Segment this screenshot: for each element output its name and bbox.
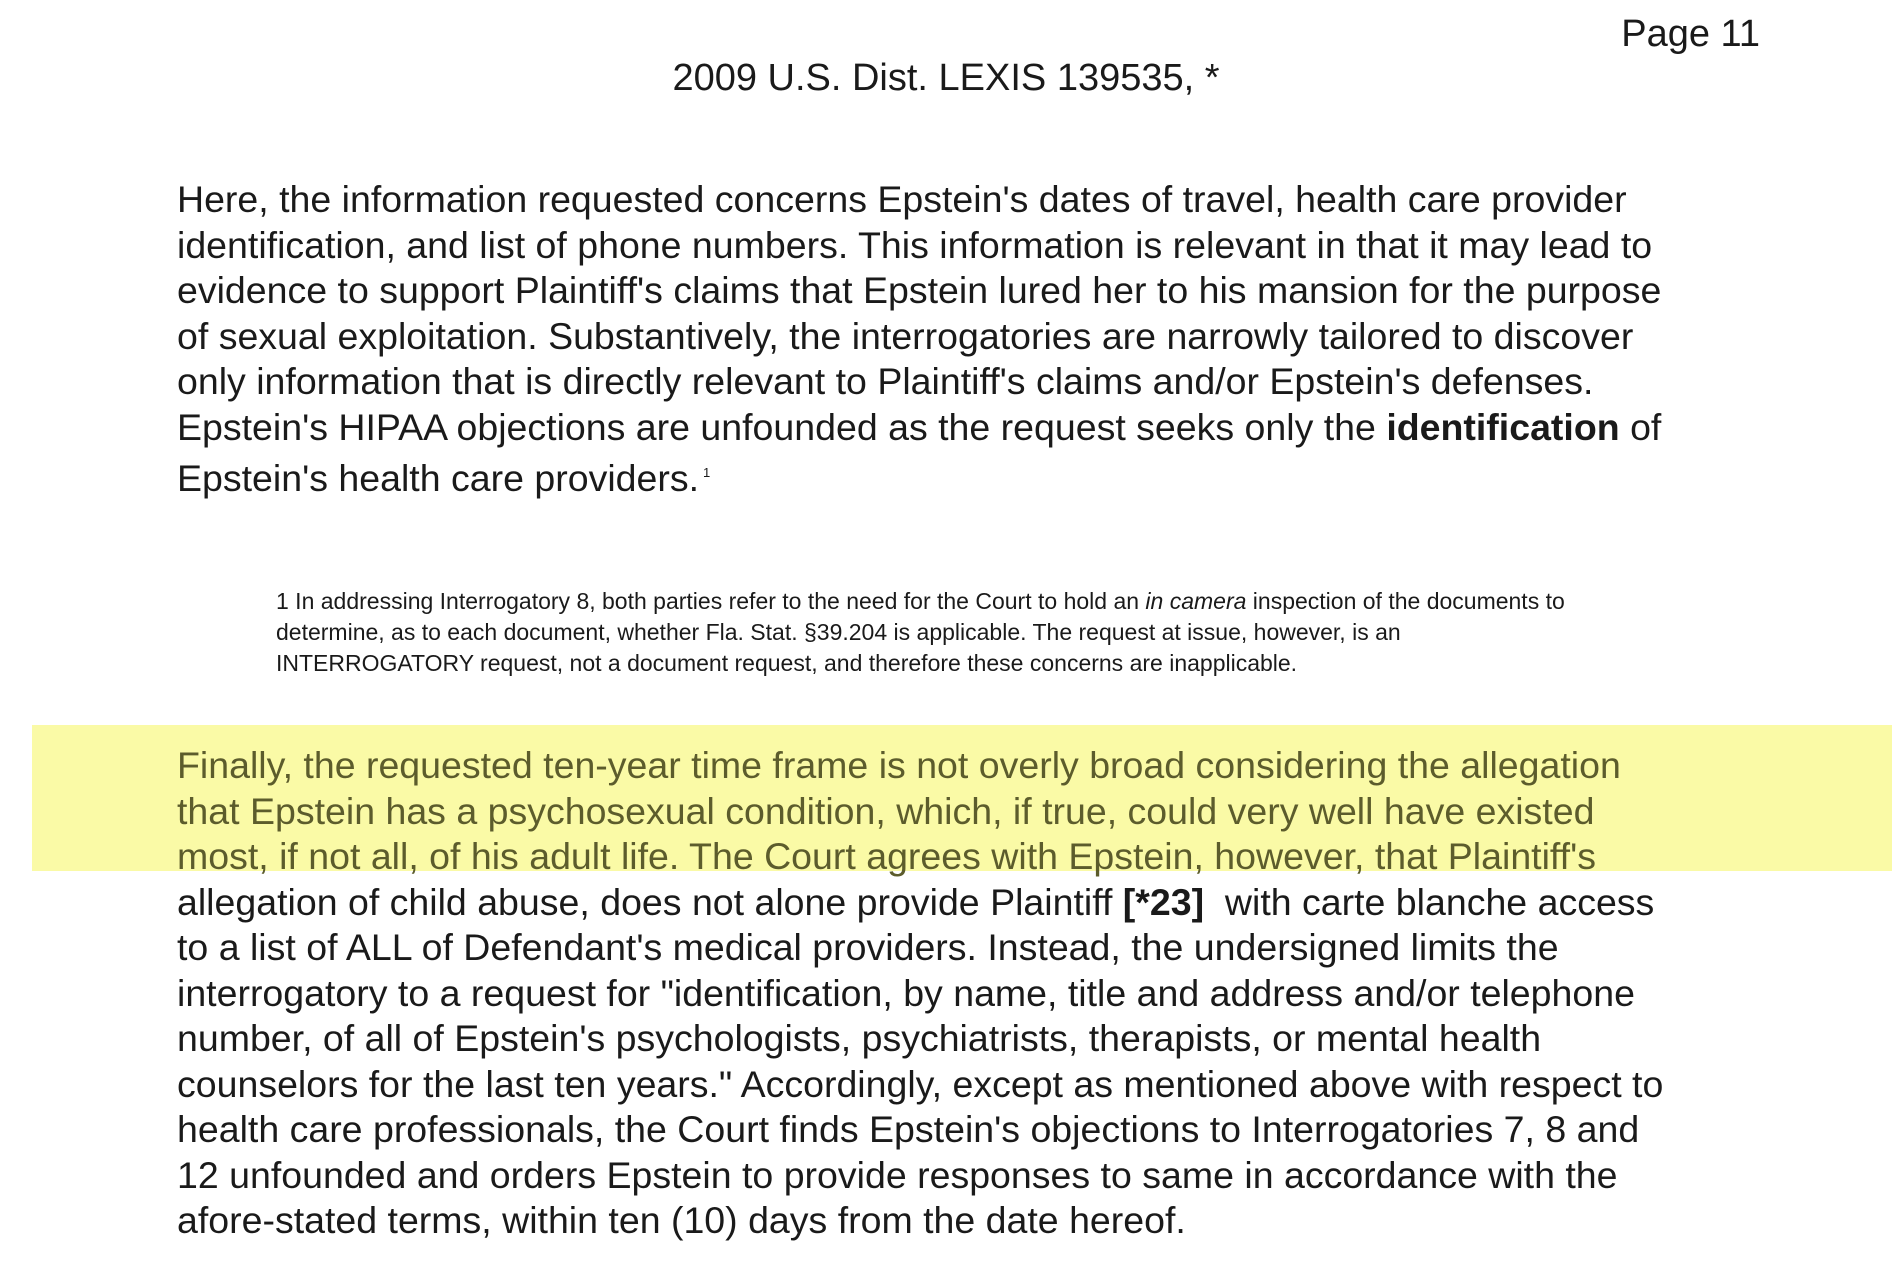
text-run: 1 In addressing Interrogatory 8, both parties refer to the need for the Court to hold an [276, 588, 1146, 614]
paragraph-line: afore-stated terms, within ten (10) days from the date hereof. [177, 1199, 1186, 1241]
text-run: of [1619, 405, 1662, 448]
footnote-line: INTERROGATORY request, not a document request, and therefore these concerns are inapplicable. [276, 650, 1298, 676]
page-marker: [*23] [1122, 880, 1205, 923]
paragraph-2 [177, 743, 1777, 1244]
footnote-line: determine, as to each document, whether Fla. Stat. §39.204 is applicable. The request at issue, however, is an [276, 619, 1401, 645]
text-run: inspection of the documents to [1246, 588, 1565, 614]
page-number: Page 11 [1621, 13, 1760, 55]
paragraph-line: 12 unfounded and orders Epstein to provide responses to same in accordance with the [177, 1153, 1618, 1196]
paragraph-line: Here, the information requested concerns Epstein's dates of travel, health care provider [177, 178, 1627, 220]
paragraph-line: to a list of ALL of Defendant's medical providers. Instead, the undersigned limits the [177, 926, 1559, 968]
paragraph-line: identification, and list of phone numbers. This information is relevant in that it may lead to [177, 223, 1653, 266]
highlighted-line: most, if not all, of his adult life. The Court agrees with Epstein, however, that Plaintiff's [177, 835, 1596, 877]
paragraph-line: evidence to support Plaintiff's claims that Epstein lured her to his mansion for the purpose [177, 269, 1662, 311]
paragraph-line [177, 880, 1777, 926]
paragraph-line [177, 450, 1777, 499]
footnote-line [276, 586, 1836, 617]
paragraph-line [177, 405, 1777, 451]
footnote-reference[interactable]: 1 [703, 465, 711, 480]
paragraph-line: only information that is directly relevant to Plaintiff's claims and/or Epstein's defenses. [177, 360, 1594, 402]
paragraph-line: health care professionals, the Court finds Epstein's objections to Interrogatories 7, 8 and [177, 1108, 1640, 1150]
italic-term: in camera [1145, 588, 1247, 614]
paragraph-1 [177, 177, 1777, 499]
text-run: allegation of child abuse, does not alone provide Plaintiff [177, 880, 1123, 923]
highlighted-line: that Epstein has a psychosexual condition, which, if true, could very well have existed [177, 789, 1595, 832]
text-run: with carte blanche access [1204, 880, 1655, 923]
paragraph-line: number, of all of Epstein's psychologists, psychiatrists, therapists, or mental health [177, 1017, 1542, 1059]
bold-term: identification [1386, 405, 1620, 448]
case-citation: 2009 U.S. Dist. LEXIS 139535, * [672, 57, 1220, 99]
text-run: Epstein's HIPAA objections are unfounded as the request seeks only the [177, 405, 1387, 448]
footnote [276, 586, 1836, 679]
highlighted-line: Finally, the requested ten-year time frame is not overly broad considering the allegation [177, 744, 1621, 786]
text-run: Epstein's health care providers. [177, 457, 700, 499]
paragraph-line: counselors for the last ten years." Accordingly, except as mentioned above with respect to [177, 1062, 1664, 1105]
paragraph-line: of sexual exploitation. Substantively, the interrogatories are narrowly tailored to discover [177, 314, 1634, 357]
paragraph-line: interrogatory to a request for "identification, by name, title and address and/or telephone [177, 971, 1635, 1014]
